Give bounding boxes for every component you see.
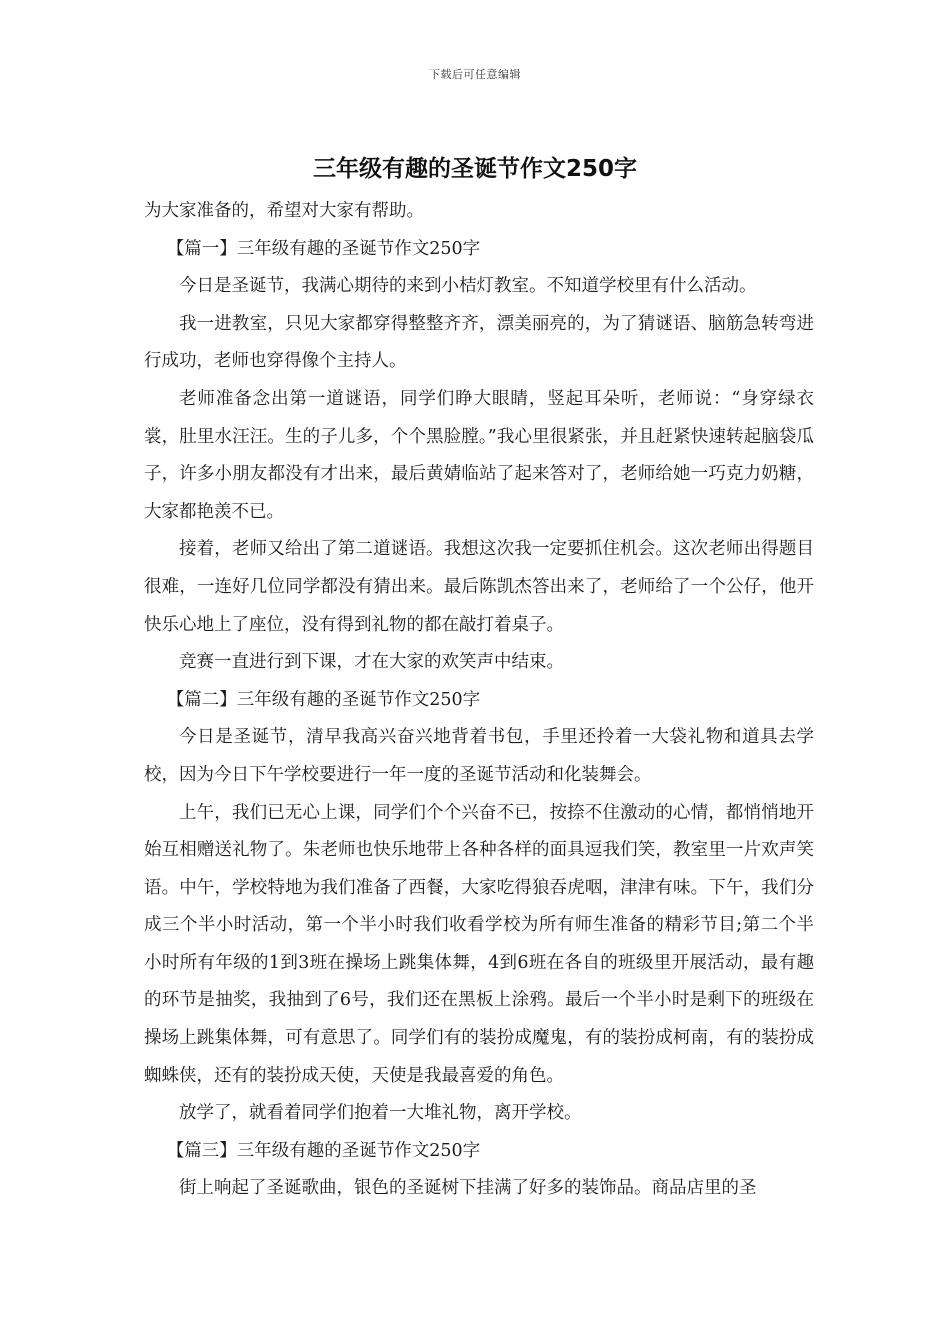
- document-body: [144, 193, 814, 1208]
- section-heading-1: 【篇一】三年级有趣的圣诞节作文250字: [166, 238, 481, 259]
- paragraph: 我一进教室，只见大家都穿得整整齐齐，漂美丽亮的，为了猜谜语、脑筋急转弯进行成功，老师也穿得像个主持人。: [144, 313, 814, 372]
- section-heading-3: 【篇三】三年级有趣的圣诞节作文250字: [166, 1140, 481, 1161]
- paragraph: 老师准备念出第一道谜语，同学们睁大眼睛，竖起耳朵听，老师说：“身穿绿衣裳，肚里水汪汪。生的子儿多，个个黑脸膛。”我心里很紧张，并且赶紧快速转起脑袋瓜子，许多小朋友都没有才出来，最后黄婧临站了起来答对了，老师给她一巧克力奶糖，大家都艳羡不已。: [144, 388, 814, 522]
- section-heading-2: 【篇二】三年级有趣的圣诞节作文250字: [166, 689, 481, 710]
- document-title: 三年级有趣的圣诞节作文250字: [312, 156, 637, 182]
- paragraph: 放学了，就看着同学们抱着一大堆礼物，离开学校。: [179, 1103, 582, 1124]
- paragraph: 街上响起了圣诞歌曲，银色的圣诞树下挂满了好多的装饰品。商品店里的圣: [179, 1178, 757, 1199]
- intro-paragraph: 为大家准备的，希望对大家有帮助。: [144, 201, 424, 221]
- paragraph: 上午，我们已无心上课，同学们个个兴奋不已，按捺不住激动的心情，都悄悄地开始互相赠送礼物了。朱老师也快乐地带上各种各样的面具逗我们笑，教室里一片欢声笑语。中午，学校特地为我们准备了西餐，大家吃得狼吞虎咽，津津有味。下午，我们分成三个半小时活动，第一个半小时我们收看学校为所有师生准备的精彩节目;第二个半小时所有年级的1到3班在操场上跳集体舞，4到6班在各自的班级里开展活动，最有趣的环节是抽奖，我抽到了6号，我们还在黑板上涂鸦。最后一个半小时是剩下的班级在操场上跳集体舞，可有意思了。同学们有的装扮成魔鬼，有的装扮成柯南，有的装扮成蜘蛛侠，还有的装扮成天使，天使是我最喜爱的角色。: [144, 802, 814, 1086]
- download-note: 下载后可任意编辑: [429, 68, 521, 81]
- paragraph: 接着，老师又给出了第二道谜语。我想这次我一定要抓住机会。这次老师出得题目很难，一连好几位同学都没有猜出来。最后陈凯杰答出来了，老师给了一个公仔，他开快乐心地上了座位，没有得到礼物的都在敲打着桌子。: [144, 539, 814, 635]
- paragraph: 今日是圣诞节，清早我高兴奋兴地背着书包，手里还拎着一大袋礼物和道具去学校，因为今日下午学校要进行一年一度的圣诞节活动和化装舞会。: [144, 727, 814, 785]
- paragraph: 今日是圣诞节，我满心期待的来到小桔灯教室。不知道学校里有什么活动。: [179, 276, 757, 297]
- paragraph: 竞赛一直进行到下课，才在大家的欢笑声中结束。: [179, 652, 564, 673]
